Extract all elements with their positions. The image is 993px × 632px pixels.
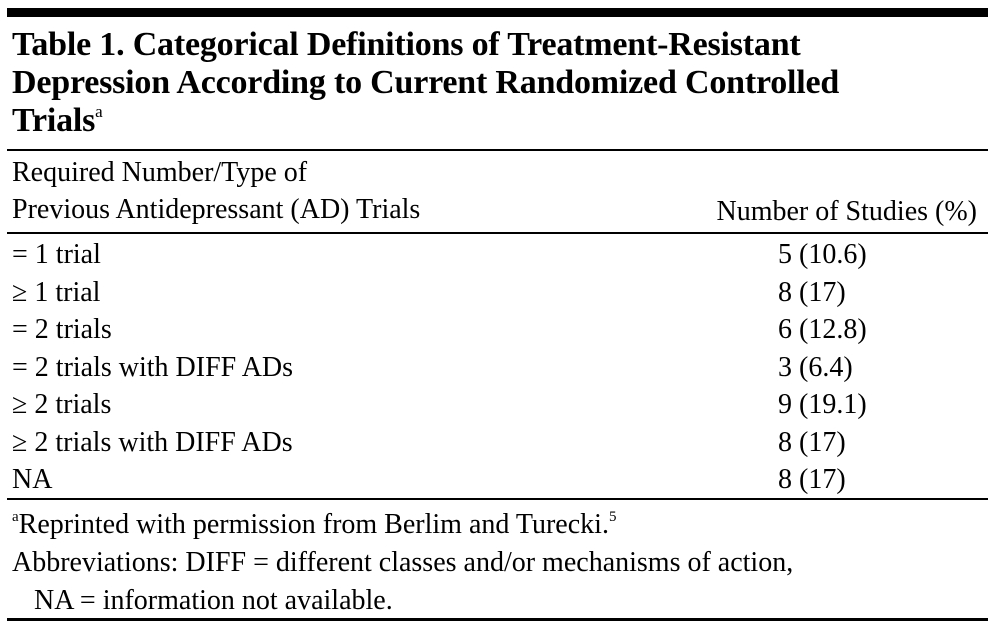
row-definition: = 2 trials with DIFF ADs <box>12 351 294 383</box>
row-definition: = 2 trials <box>12 314 112 345</box>
column-header-definition-line-2: Previous Antidepressant (AD) Trials <box>12 194 421 225</box>
title-line-3 <box>12 102 972 140</box>
table-row <box>0 274 993 312</box>
table-row <box>0 311 993 349</box>
abbreviations-line-1: Abbreviations: DIFF = different classes and/or mechanisms of action, <box>12 547 794 578</box>
table-row <box>0 424 993 462</box>
abbreviations-line-2: NA = information not available. <box>34 585 393 616</box>
row-definition: ≥ 2 trials <box>12 389 112 420</box>
row-studies: 8 (17) <box>778 464 846 495</box>
bottom-rule <box>7 618 988 621</box>
header-top-rule <box>7 149 988 151</box>
body-bottom-rule <box>7 498 988 500</box>
column-header-studies: Number of Studies (%) <box>716 196 977 227</box>
table-row <box>0 236 993 274</box>
table-body <box>0 236 993 499</box>
title-line-3-text: Trials <box>12 102 96 139</box>
table-row <box>0 349 993 387</box>
row-studies: 8 (17) <box>778 426 846 458</box>
row-definition: ≥ 2 trials with DIFF ADs <box>12 426 293 458</box>
footnote-a-mark: a <box>12 509 19 525</box>
row-studies: 6 (12.8) <box>778 314 867 345</box>
table-footnotes <box>12 506 982 620</box>
footnote-a-text: Reprinted with permission from Berlim and Turecki. <box>18 509 609 540</box>
column-header-definition-line-1: Required Number/Type of <box>12 157 308 188</box>
header-bottom-rule <box>7 232 988 234</box>
row-studies: 5 (10.6) <box>778 239 867 270</box>
row-definition: = 1 trial <box>12 239 101 270</box>
column-header-definition <box>12 154 420 228</box>
row-studies: 9 (19.1) <box>778 389 867 420</box>
table-row <box>0 461 993 499</box>
footnote-a-reference: 5 <box>608 509 617 525</box>
table-title <box>12 26 972 140</box>
row-studies: 8 (17) <box>778 276 846 308</box>
title-line-2: Depression According to Current Randomized Controlled <box>12 64 840 101</box>
title-footnote-mark: a <box>95 102 103 121</box>
top-rule <box>7 8 988 17</box>
footnote-a <box>12 506 982 544</box>
row-definition: NA <box>12 464 53 495</box>
row-definition: ≥ 1 trial <box>12 276 101 308</box>
table-row <box>0 386 993 424</box>
row-studies: 3 (6.4) <box>778 351 853 383</box>
title-line-1: Table 1. Categorical Definitions of Treatment-Resistant <box>12 26 801 63</box>
